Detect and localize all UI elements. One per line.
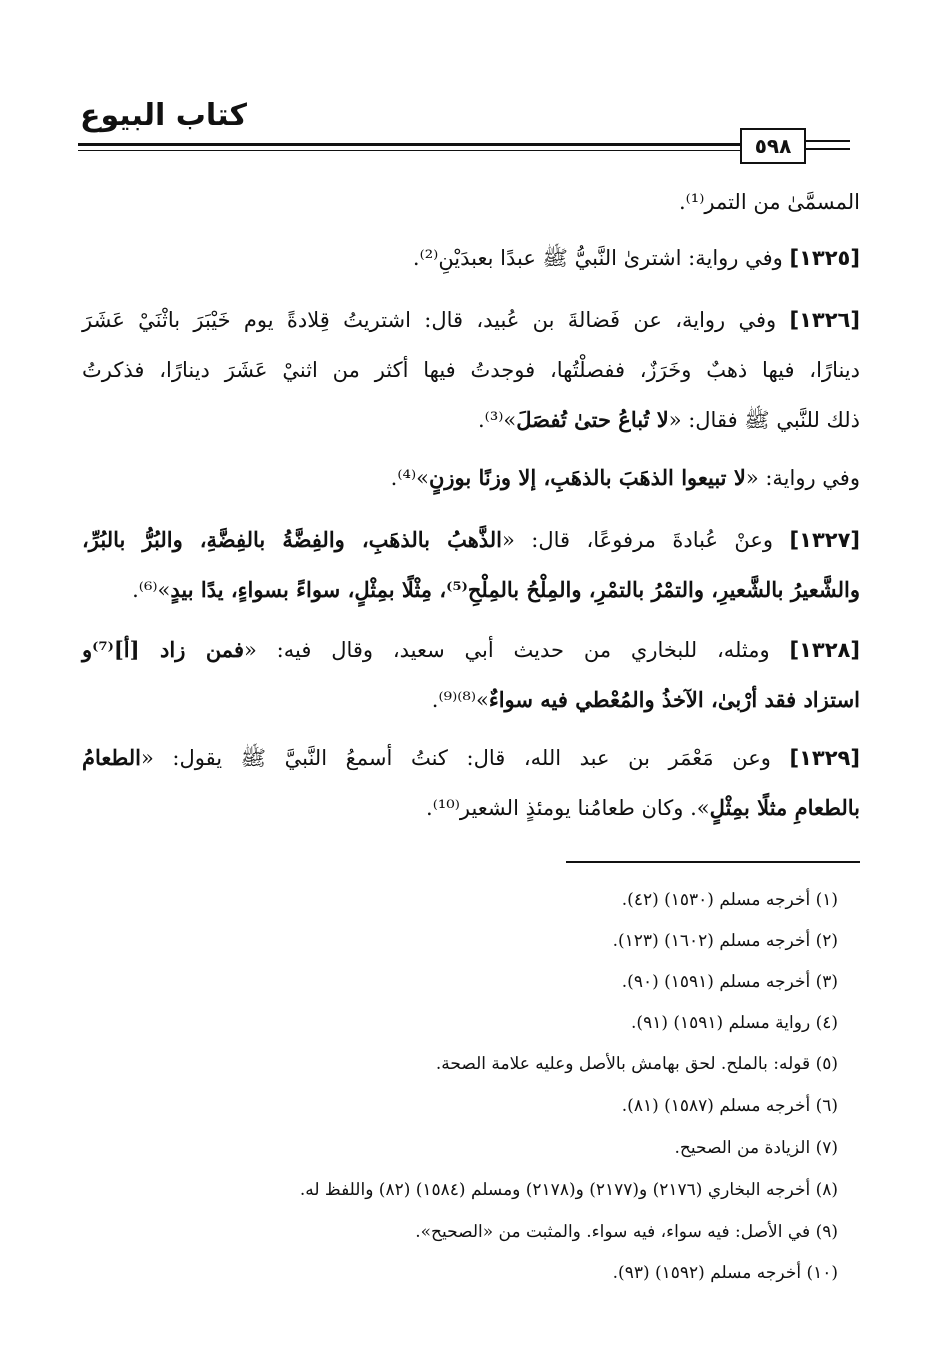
quote-text: والشَّعيرُ بالشَّعيرِ، والتمْرُ بالتمْرِ، والمِلْحُ بالمِلْحِ⁽⁵⁾، مِثْلًا بمِثْلٍ، سواءً بسواءٍ، يدًا بيدٍ [170, 577, 860, 602]
page-number: ٥٩٨ [740, 128, 806, 164]
header-rule-right [806, 140, 850, 142]
footnote: (٣) أخرجه مسلم (١٥٩١) (٩٠). [621, 972, 838, 992]
quote-text: فمن زاد [أ]⁽⁷⁾و [82, 637, 244, 662]
body-line [478, 402, 860, 438]
hadith-1328 [82, 632, 860, 668]
quote-text: لا تبيعوا الذهَبَ بالذهَبِ، إلا وزنًا بوزنٍ [428, 465, 746, 490]
footnote: (١٠) أخرجه مسلم (١٥٩٢) (٩٣). [612, 1263, 838, 1283]
quote-text: استزاد فقد أرْبىٰ، الآخذُ والمُعْطي فيه سواءٌ [488, 687, 860, 712]
body-text: »⁽⁴⁾. [390, 466, 429, 490]
body-text: وفي رواية: « [745, 466, 860, 490]
quote-text: الذَّهبُ بالذهَبِ، والفِضَّةُ بالفِضَّةِ، والبُرُّ بالبُرِّ، [82, 527, 503, 552]
body-line [679, 184, 860, 220]
body-line [432, 682, 860, 718]
hadith-1326 [82, 302, 860, 338]
quote-text: الطعامُ [82, 745, 141, 770]
body-line [82, 352, 860, 388]
quote-text: بالطعامِ مثلًا بمِثْلٍ [709, 795, 860, 820]
body-text: ذلك للنَّبي ﷺ فقال: « [668, 408, 860, 432]
hadith-number: [١٣٢٥] [789, 246, 860, 270]
header-rule-right-lower [806, 148, 850, 150]
hadith-1329 [82, 740, 860, 776]
header-rule-thin [78, 150, 740, 151]
footnote: (٨) أخرجه البخاري (٢١٧٦) و(٢١٧٧) و(٢١٧٨) ومسلم (١٥٨٤) (٨٢) واللفظ له. [299, 1180, 838, 1200]
body-text: ». وكان طعامُنا يومئذٍ الشعير⁽¹⁰⁾. [426, 796, 710, 820]
footnote: (٧) الزيادة من الصحيح. [674, 1138, 838, 1158]
quote-text: لا تُباعُ حتىٰ تُفصَلَ [516, 407, 669, 432]
body-text: وفي رواية، عن فَضالةَ بن عُبيد، قال: اشتريتُ قِلادةً يوم خَيْبَرَ باثْنَيْ عَشَرَ [82, 308, 777, 332]
hadith-number: [١٣٢٧] [789, 528, 861, 552]
hadith-number: [١٣٢٦] [789, 308, 860, 332]
body-text: »⁽⁸⁾⁽⁹⁾. [431, 688, 489, 712]
body-text: وفي رواية: اشترىٰ النَّبيُّ ﷺ عبدًا بعبدَيْنِ⁽²⁾. [412, 246, 783, 270]
hadith-1325 [413, 240, 860, 276]
body-text: وعنْ عُبادةَ مرفوعًا، قال: « [502, 528, 774, 552]
body-text: دينارًا، فيها ذهبٌ وخَرَزٌ، ففصلْتُها، فوجدتُ فيها أكثر من اثنيْ عَشَرَ دينارًا، فذكرتُ [82, 358, 860, 382]
body-line [132, 572, 860, 608]
body-text: ومثله، للبخاري من حديث أبي سعيد، وقال فيه: « [243, 638, 770, 662]
body-text: وعن مَعْمَر بن عبد الله، قال: كنتُ أسمعُ النَّبيَّ ﷺ يقول: « [141, 746, 771, 770]
footnote: (٦) أخرجه مسلم (١٥٨٧) (٨١). [621, 1096, 838, 1116]
footnote: (٤) رواية مسلم (١٥٩١) (٩١). [631, 1013, 838, 1033]
footnote: (٢) أخرجه مسلم (١٦٠٢) (١٢٣). [612, 931, 838, 951]
footnote: (٩) في الأصل: فيه سواء، فيه سواء. والمثبت من «الصحيح». [415, 1222, 838, 1242]
book-title: كتاب البيوع [80, 98, 247, 133]
body-line [391, 460, 860, 496]
body-text: »⁽⁶⁾. [132, 578, 171, 602]
body-text: »⁽³⁾. [477, 408, 517, 432]
hadith-number: [١٣٢٩] [789, 746, 860, 770]
hadith-1327 [82, 522, 860, 558]
body-text: المسمَّىٰ من التمر⁽¹⁾. [678, 190, 860, 214]
footnote: (٥) قوله: بالملح. لحق بهامش بالأصل وعليه علامة الصحة. [435, 1054, 838, 1074]
body-line [426, 790, 860, 826]
footnote-separator [566, 861, 860, 863]
header-rule [78, 143, 740, 146]
footnote: (١) أخرجه مسلم (١٥٣٠) (٤٢). [621, 890, 838, 910]
hadith-number: [١٣٢٨] [789, 638, 860, 662]
